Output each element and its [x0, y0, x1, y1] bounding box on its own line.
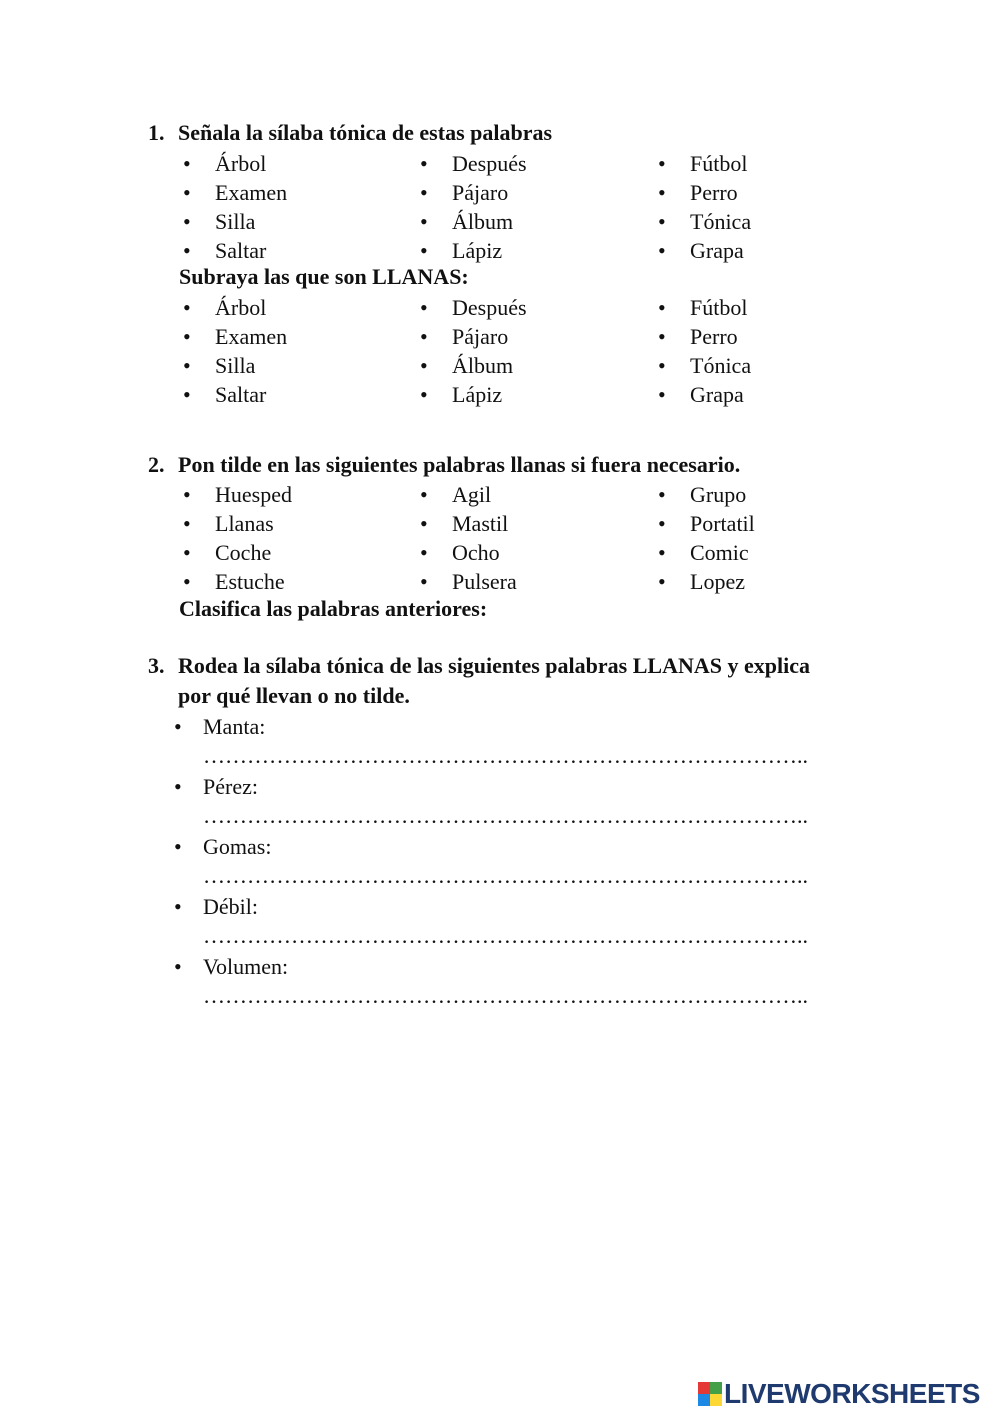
word-label: Grapa	[690, 382, 744, 407]
item-label: Gomas:	[203, 834, 272, 859]
bullet-icon: •	[174, 954, 182, 979]
q2-subtitle: Clasifica las palabras anteriores:	[179, 596, 488, 621]
word-label: Después	[452, 151, 527, 176]
answer-line[interactable]: ………………………………………………………………………..	[203, 863, 808, 888]
bullet-icon: •	[658, 209, 666, 234]
word-label: Huesped	[215, 482, 292, 507]
word-label: Pájaro	[452, 324, 509, 349]
word-label: Árbol	[215, 151, 267, 176]
bullet-icon: •	[658, 569, 666, 594]
word-label: Lápiz	[452, 382, 503, 407]
bullet-icon: •	[183, 353, 191, 378]
bullet-icon: •	[183, 324, 191, 349]
bullet-icon: •	[183, 482, 191, 507]
bullet-icon: •	[174, 894, 182, 919]
bullet-icon: •	[420, 295, 428, 320]
bullet-icon: •	[420, 382, 428, 407]
bullet-icon: •	[420, 353, 428, 378]
word-label: Silla	[215, 353, 256, 378]
word-label: Pulsera	[452, 569, 517, 594]
word-label: Pájaro	[452, 180, 509, 205]
bullet-icon: •	[420, 511, 428, 536]
bullet-icon: •	[420, 540, 428, 565]
bullet-icon: •	[658, 151, 666, 176]
bullet-icon: •	[183, 382, 191, 407]
word-label: Tónica	[690, 209, 752, 234]
answer-line[interactable]: ………………………………………………………………………..	[203, 803, 808, 828]
word-label: Lopez	[690, 569, 745, 594]
bullet-icon: •	[420, 209, 428, 234]
bullet-icon: •	[174, 774, 182, 799]
bullet-icon: •	[420, 569, 428, 594]
bullet-icon: •	[183, 151, 191, 176]
bullet-icon: •	[420, 482, 428, 507]
word-label: Álbum	[452, 353, 514, 378]
bullet-icon: •	[183, 511, 191, 536]
word-label: Ocho	[452, 540, 500, 565]
word-label: Saltar	[215, 382, 267, 407]
word-label: Grupo	[690, 482, 747, 507]
bullet-icon: •	[183, 295, 191, 320]
logo-icon	[698, 1382, 722, 1406]
bullet-icon: •	[420, 324, 428, 349]
bullet-icon: •	[183, 540, 191, 565]
bullet-icon: •	[183, 569, 191, 594]
bullet-icon: •	[658, 540, 666, 565]
word-label: Saltar	[215, 238, 267, 263]
word-label: Agil	[452, 482, 492, 507]
question-number: 3.	[148, 653, 165, 678]
bullet-icon: •	[420, 151, 428, 176]
answer-line[interactable]: ………………………………………………………………………..	[203, 983, 808, 1008]
item-label: Volumen:	[203, 954, 289, 979]
word-label: Álbum	[452, 209, 514, 234]
q1-subtitle: Subraya las que son LLANAS:	[179, 264, 469, 289]
word-label: Después	[452, 295, 527, 320]
bullet-icon: •	[420, 238, 428, 263]
bullet-icon: •	[183, 238, 191, 263]
word-label: Grapa	[690, 238, 744, 263]
bullet-icon: •	[183, 180, 191, 205]
logo-text: LIVEWORKSHEETS	[724, 1378, 980, 1409]
bullet-icon: •	[658, 324, 666, 349]
answer-line[interactable]: ………………………………………………………………………..	[203, 923, 808, 948]
bullet-icon: •	[658, 180, 666, 205]
question-number: 1.	[148, 120, 165, 145]
question-text: Señala la sílaba tónica de estas palabras	[178, 120, 553, 145]
word-label: Coche	[215, 540, 272, 565]
word-label: Tónica	[690, 353, 752, 378]
item-label: Manta:	[203, 714, 266, 739]
word-label: Fútbol	[690, 295, 748, 320]
question-text-line-2: por qué llevan o no tilde.	[178, 683, 410, 708]
answer-line[interactable]: ………………………………………………………………………..	[203, 743, 808, 768]
bullet-icon: •	[658, 382, 666, 407]
bullet-icon: •	[658, 353, 666, 378]
word-label: Examen	[215, 324, 288, 349]
word-label: Lápiz	[452, 238, 503, 263]
bullet-icon: •	[183, 209, 191, 234]
word-label: Fútbol	[690, 151, 748, 176]
word-label: Portatil	[690, 511, 755, 536]
word-label: Examen	[215, 180, 288, 205]
bullet-icon: •	[420, 180, 428, 205]
bullet-icon: •	[174, 714, 182, 739]
word-label: Comic	[690, 540, 749, 565]
bullet-icon: •	[658, 238, 666, 263]
word-label: Perro	[690, 324, 738, 349]
bullet-icon: •	[658, 482, 666, 507]
bullet-icon: •	[174, 834, 182, 859]
word-label: Perro	[690, 180, 738, 205]
bullet-icon: •	[658, 295, 666, 320]
question-number: 2.	[148, 452, 165, 477]
word-label: Silla	[215, 209, 256, 234]
liveworksheets-logo	[698, 1377, 980, 1411]
item-label: Pérez:	[203, 774, 258, 799]
question-text-line-1: Rodea la sílaba tónica de las siguientes palabras LLANAS y explica	[178, 653, 810, 678]
question-text: Pon tilde en las siguientes palabras llanas si fuera necesario.	[178, 452, 741, 477]
word-label: Árbol	[215, 295, 267, 320]
word-label: Llanas	[215, 511, 274, 536]
bullet-icon: •	[658, 511, 666, 536]
word-label: Estuche	[215, 569, 285, 594]
word-label: Mastil	[452, 511, 509, 536]
item-label: Débil:	[203, 894, 258, 919]
